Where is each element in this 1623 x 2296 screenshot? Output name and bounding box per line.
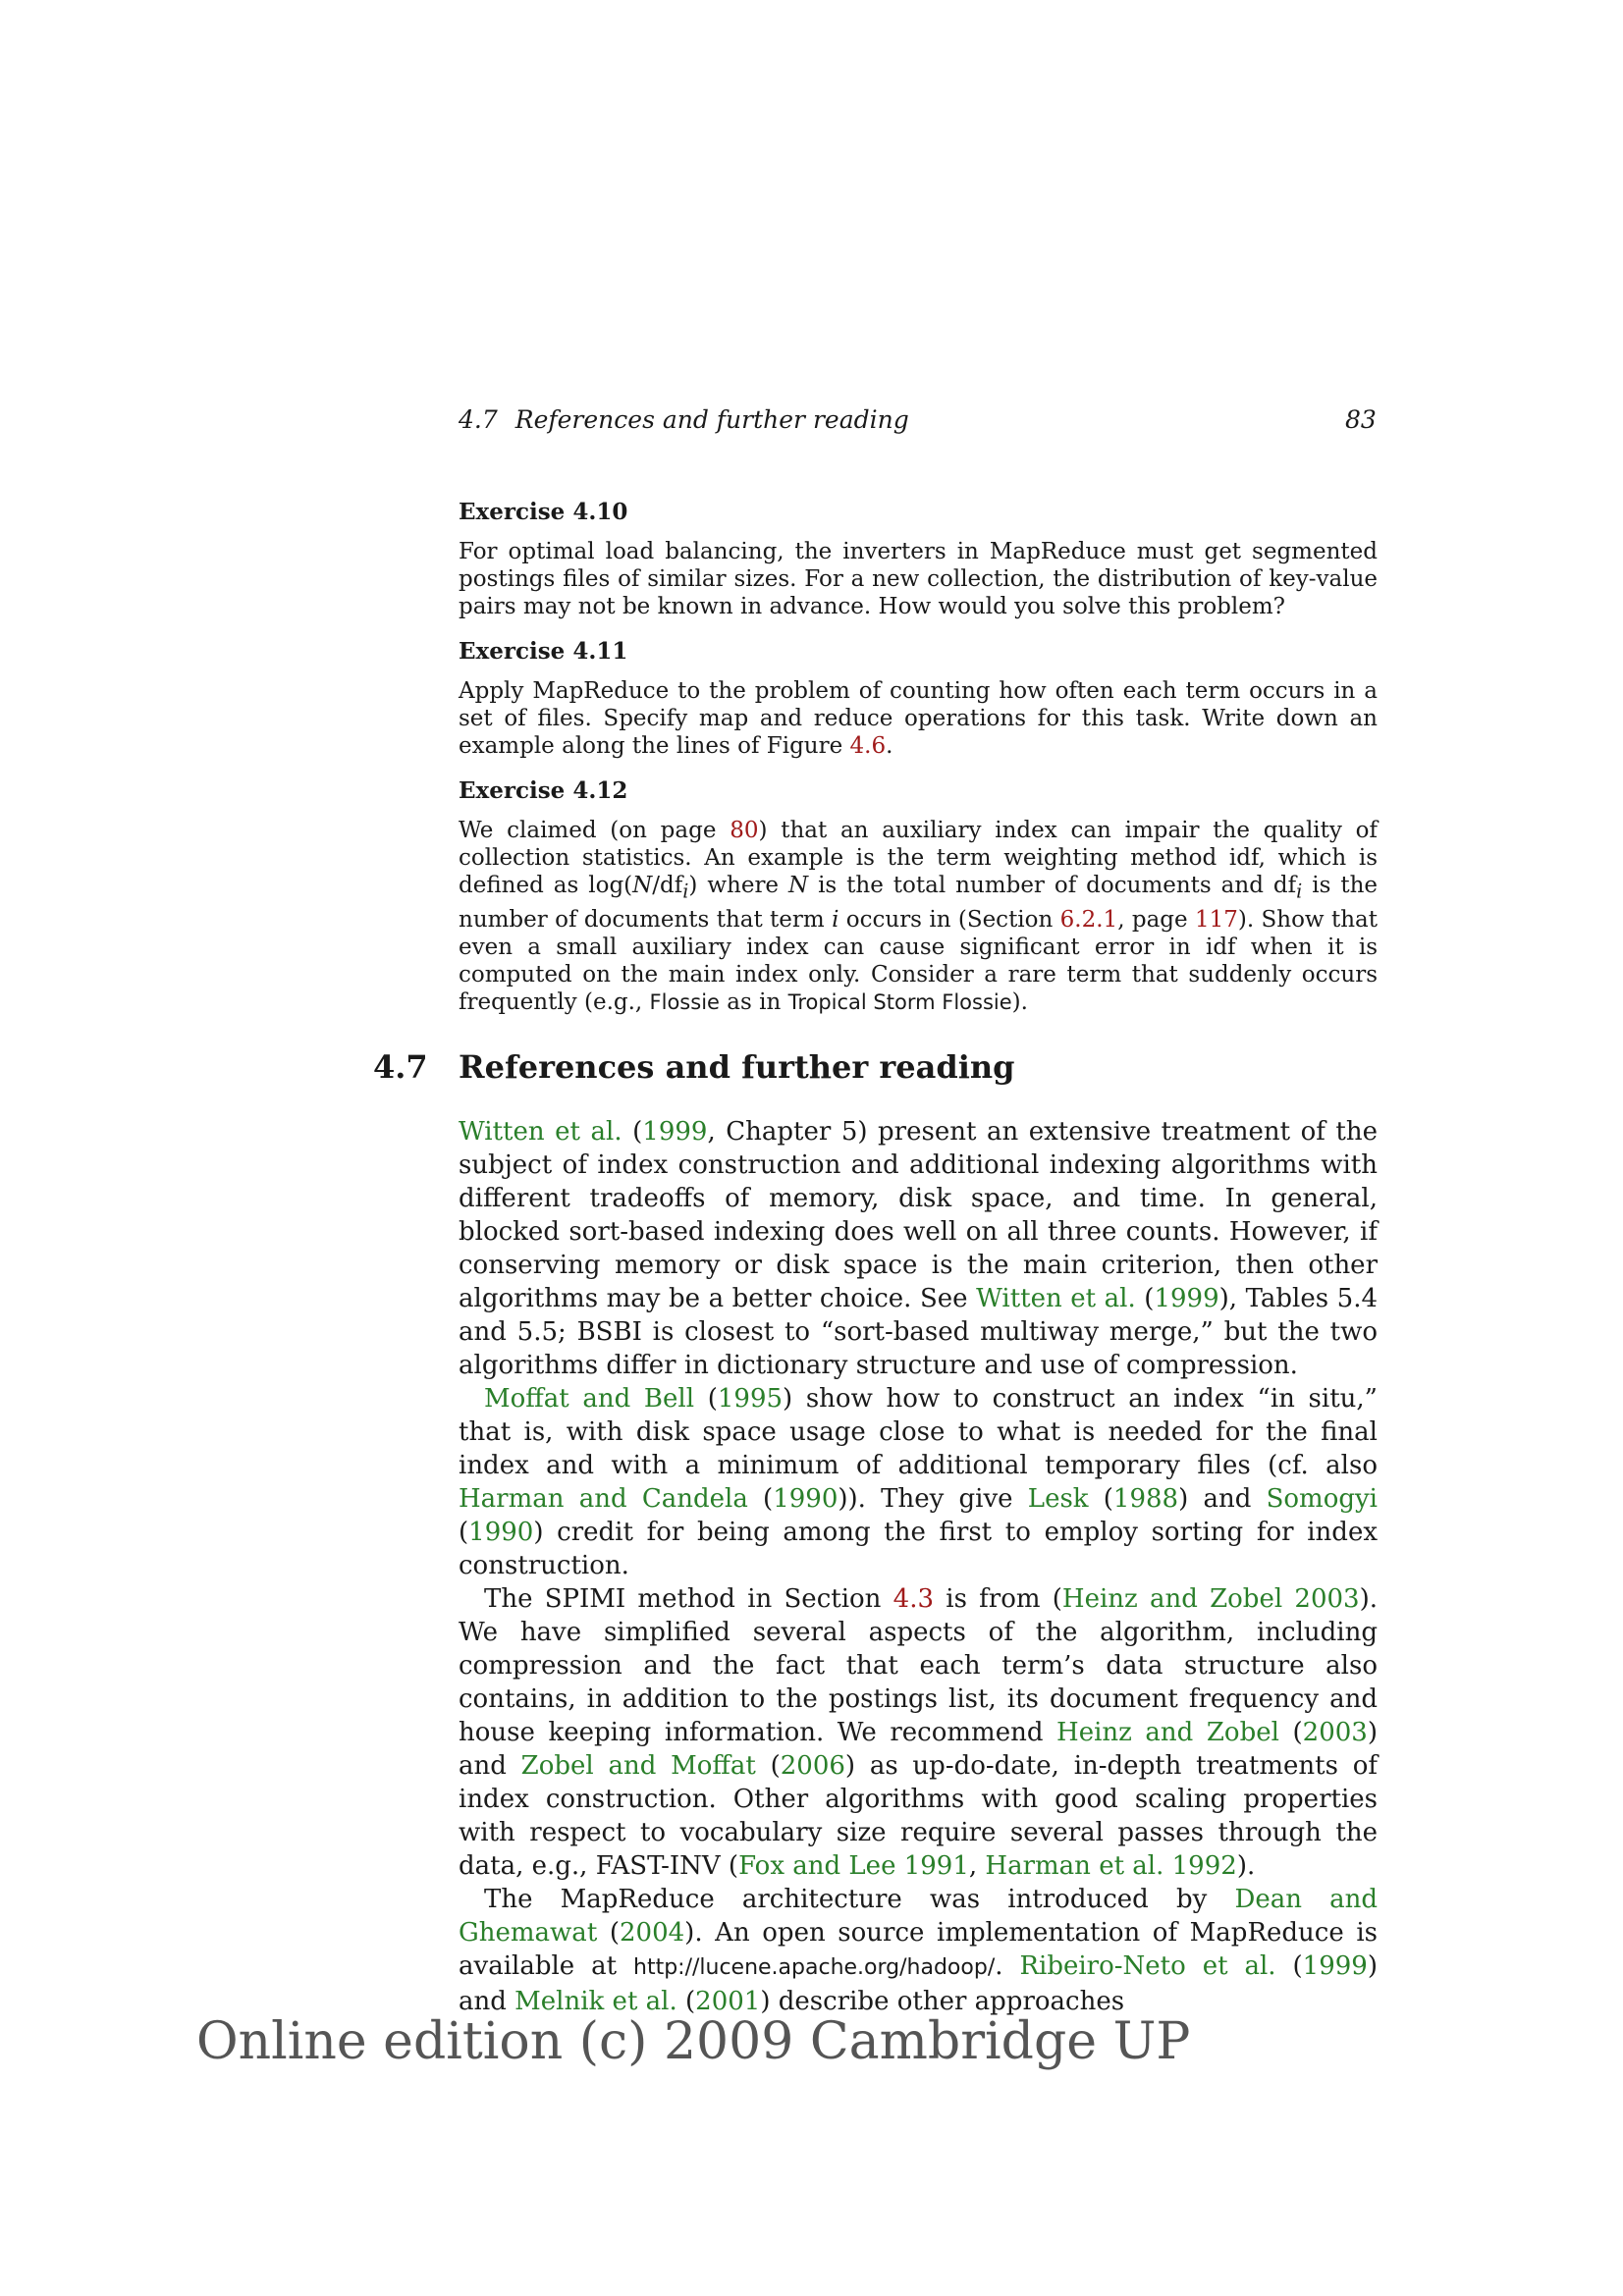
body-text: (: [459, 1518, 469, 1547]
citation-year-link[interactable]: 2003: [1302, 1718, 1368, 1747]
body-text: )). They give: [838, 1484, 1028, 1514]
body-text: ) as up-do-date, in-depth treatments of index construction. Other algorithms with good scaling properties with respect to vocabulary size require several passes through the data, e.g., FAST-INV (: [459, 1751, 1378, 1881]
body-text: (: [747, 1484, 774, 1514]
page-link[interactable]: 117: [1194, 906, 1238, 933]
citation-link[interactable]: Harman et al. 1992: [985, 1851, 1237, 1881]
citation-link[interactable]: Harman and Candela: [459, 1484, 748, 1514]
page-number: 83: [1345, 405, 1377, 434]
body-text: (: [694, 1384, 718, 1414]
url-link[interactable]: http://lucene.apache.org/hadoop/: [633, 1955, 996, 1980]
exercise-body: [459, 677, 1378, 760]
section-heading: [373, 1048, 1015, 1086]
example-term: Flossie: [649, 989, 720, 1014]
body-text: (: [1278, 1718, 1303, 1747]
body-text: (: [755, 1751, 781, 1781]
exercise-text: ) where: [688, 873, 788, 898]
body-text: ,: [968, 1851, 986, 1881]
exercise-text: ). Show that even a small auxiliary index can cause significant error in idf when it is computed on the main index only. Consider a rare term that suddenly occurs frequently (e.g.,: [459, 906, 1378, 1015]
citation-link[interactable]: Witten et al.: [459, 1117, 622, 1147]
citation-year-link[interactable]: 1995: [717, 1384, 784, 1414]
section-title: References and further reading: [459, 1048, 1015, 1086]
math-var: N: [632, 873, 653, 898]
exercise-text: , page: [1117, 906, 1195, 933]
references-body: [459, 1115, 1378, 2018]
citation-link[interactable]: Zobel and Moffat: [520, 1751, 756, 1781]
exercise-text: Apply MapReduce to the problem of counting how often each term occurs in a set of files. Specify map and reduce operations for this task. Write down an example along the lines of Figure: [459, 678, 1378, 759]
example-term: Tropical Storm Flossie: [787, 989, 1012, 1014]
page-link[interactable]: 80: [730, 818, 759, 843]
exercise-title: Exercise 4.12: [459, 777, 628, 804]
math-var: i: [832, 906, 839, 933]
references-paragraph: [459, 1883, 1378, 2018]
exercise-text: occurs in (Section: [839, 906, 1060, 933]
exercise-text: is the number of documents that term: [459, 873, 1378, 933]
figure-link[interactable]: 4.6: [849, 733, 887, 759]
citation-year-link[interactable]: 1990: [468, 1518, 534, 1547]
references-paragraph: [459, 1582, 1378, 1883]
math-subscript: i: [1296, 880, 1303, 903]
citation-year-link[interactable]: 1988: [1112, 1484, 1179, 1514]
exercise-body: [459, 817, 1378, 1016]
exercise-text: /df: [652, 873, 683, 898]
body-text: ) and: [459, 1718, 1378, 1781]
exercise-text: ).: [1011, 988, 1028, 1015]
citation-year-link[interactable]: 2004: [620, 1918, 685, 1948]
body-text: (: [597, 1918, 620, 1948]
body-text: (: [1088, 1484, 1113, 1514]
citation-link[interactable]: Somogyi: [1266, 1484, 1378, 1514]
citation-link[interactable]: Fox and Lee 1991: [738, 1851, 969, 1881]
citation-year-link[interactable]: 1999: [642, 1117, 708, 1147]
citation-link[interactable]: Witten et al.: [976, 1284, 1136, 1313]
body-text: is from (: [934, 1584, 1062, 1614]
citation-link[interactable]: Heinz and Zobel: [1056, 1718, 1279, 1747]
exercise-body: For optimal load balancing, the inverters in MapReduce must get segmented postings files of similar sizes. For a new collection, the distribution of key-value pairs may not be known in advance. How would you solve this problem?: [459, 539, 1378, 619]
section-link[interactable]: 6.2.1: [1059, 906, 1118, 933]
body-text: ) credit for being among the first to employ sorting for index construction.: [459, 1518, 1378, 1580]
body-text: ).: [1236, 1851, 1256, 1881]
citation-link[interactable]: Lesk: [1027, 1484, 1089, 1514]
exercise-title: Exercise 4.10: [459, 499, 628, 525]
citation-year-link[interactable]: 1990: [773, 1484, 839, 1514]
body-text: (: [622, 1117, 643, 1147]
math-var: N: [788, 873, 809, 898]
body-text: The SPIMI method in Section: [484, 1584, 893, 1614]
citation-link[interactable]: Moffat and Bell: [484, 1384, 695, 1414]
body-text: (: [1135, 1284, 1155, 1313]
body-text: ), Tables 5.4 and 5.5; BSBI is closest to “sort-based multiway merge,” but the two algorithms differ in dictionary structure and use of compression.: [459, 1284, 1378, 1380]
citation-year-link[interactable]: 1999: [1302, 1951, 1368, 1981]
citation-link[interactable]: Ribeiro-Neto et al.: [1019, 1951, 1276, 1981]
exercise-text: ) that an auxiliary index can impair the quality of collection statistics. An example is the term weighting method idf, which is defined as log(: [459, 818, 1378, 898]
citation-year-link[interactable]: 2006: [780, 1751, 845, 1781]
exercise-4-12: [459, 777, 1378, 1016]
body-text: ) describe other approaches: [760, 1987, 1125, 2016]
body-text: (: [1275, 1951, 1303, 1981]
exercise-title: Exercise 4.11: [459, 638, 628, 665]
body-text: ). An open source implementation of MapReduce is available at: [459, 1918, 1378, 1981]
citation-link[interactable]: Melnik et al.: [514, 1987, 677, 2016]
references-paragraph: [459, 1115, 1378, 1382]
math-subscript: i: [682, 880, 689, 903]
body-text: , Chapter 5) present an extensive treatment of the subject of index construction and additional indexing algorithms with different tradeoffs of memory, disk space, and time. In general, blocked sort-based indexing does well on all three counts. However, if conserving memory or disk space is the main criterion, then other algorithms may be a better choice. See: [459, 1117, 1378, 1313]
exercise-text: .: [886, 733, 893, 759]
body-text: .: [995, 1951, 1020, 1981]
exercise-text: We claimed (on page: [459, 818, 730, 843]
exercise-text: as in: [719, 988, 788, 1015]
exercise-4-11: [459, 638, 1378, 760]
references-paragraph: [459, 1382, 1378, 1582]
running-header: [459, 405, 909, 434]
section-link[interactable]: 4.3: [893, 1584, 935, 1614]
section-number: 4.7: [373, 1048, 428, 1086]
header-section-title: References and further reading: [514, 405, 909, 434]
body-text: ) and: [459, 1951, 1378, 2016]
citation-year-link[interactable]: 1999: [1154, 1284, 1219, 1313]
body-text: (: [676, 1987, 696, 2016]
exercise-text: is the total number of documents and df: [808, 873, 1297, 898]
citation-year-link[interactable]: 2001: [695, 1987, 761, 2016]
citation-link[interactable]: Dean and Ghemawat: [459, 1885, 1378, 1948]
body-text: The MapReduce architecture was introduced by: [484, 1885, 1235, 1914]
body-text: ). We have simplified several aspects of the algorithm, including compression and the fact that each term’s data structure also contains, in addition to the postings list, its document frequency and house keeping information. We recommend: [459, 1584, 1378, 1747]
exercise-4-10: [459, 499, 1378, 620]
edition-footer: Online edition (c) 2009 Cambridge UP: [196, 2012, 1191, 2071]
body-text: ) and: [1178, 1484, 1267, 1514]
body-text: ) show how to construct an index “in situ,” that is, with disk space usage close to what is needed for the final index and with a minimum of additional temporary files (cf. also: [459, 1384, 1378, 1480]
header-section-number: 4.7: [459, 405, 498, 434]
citation-link[interactable]: Heinz and Zobel 2003: [1061, 1584, 1360, 1614]
